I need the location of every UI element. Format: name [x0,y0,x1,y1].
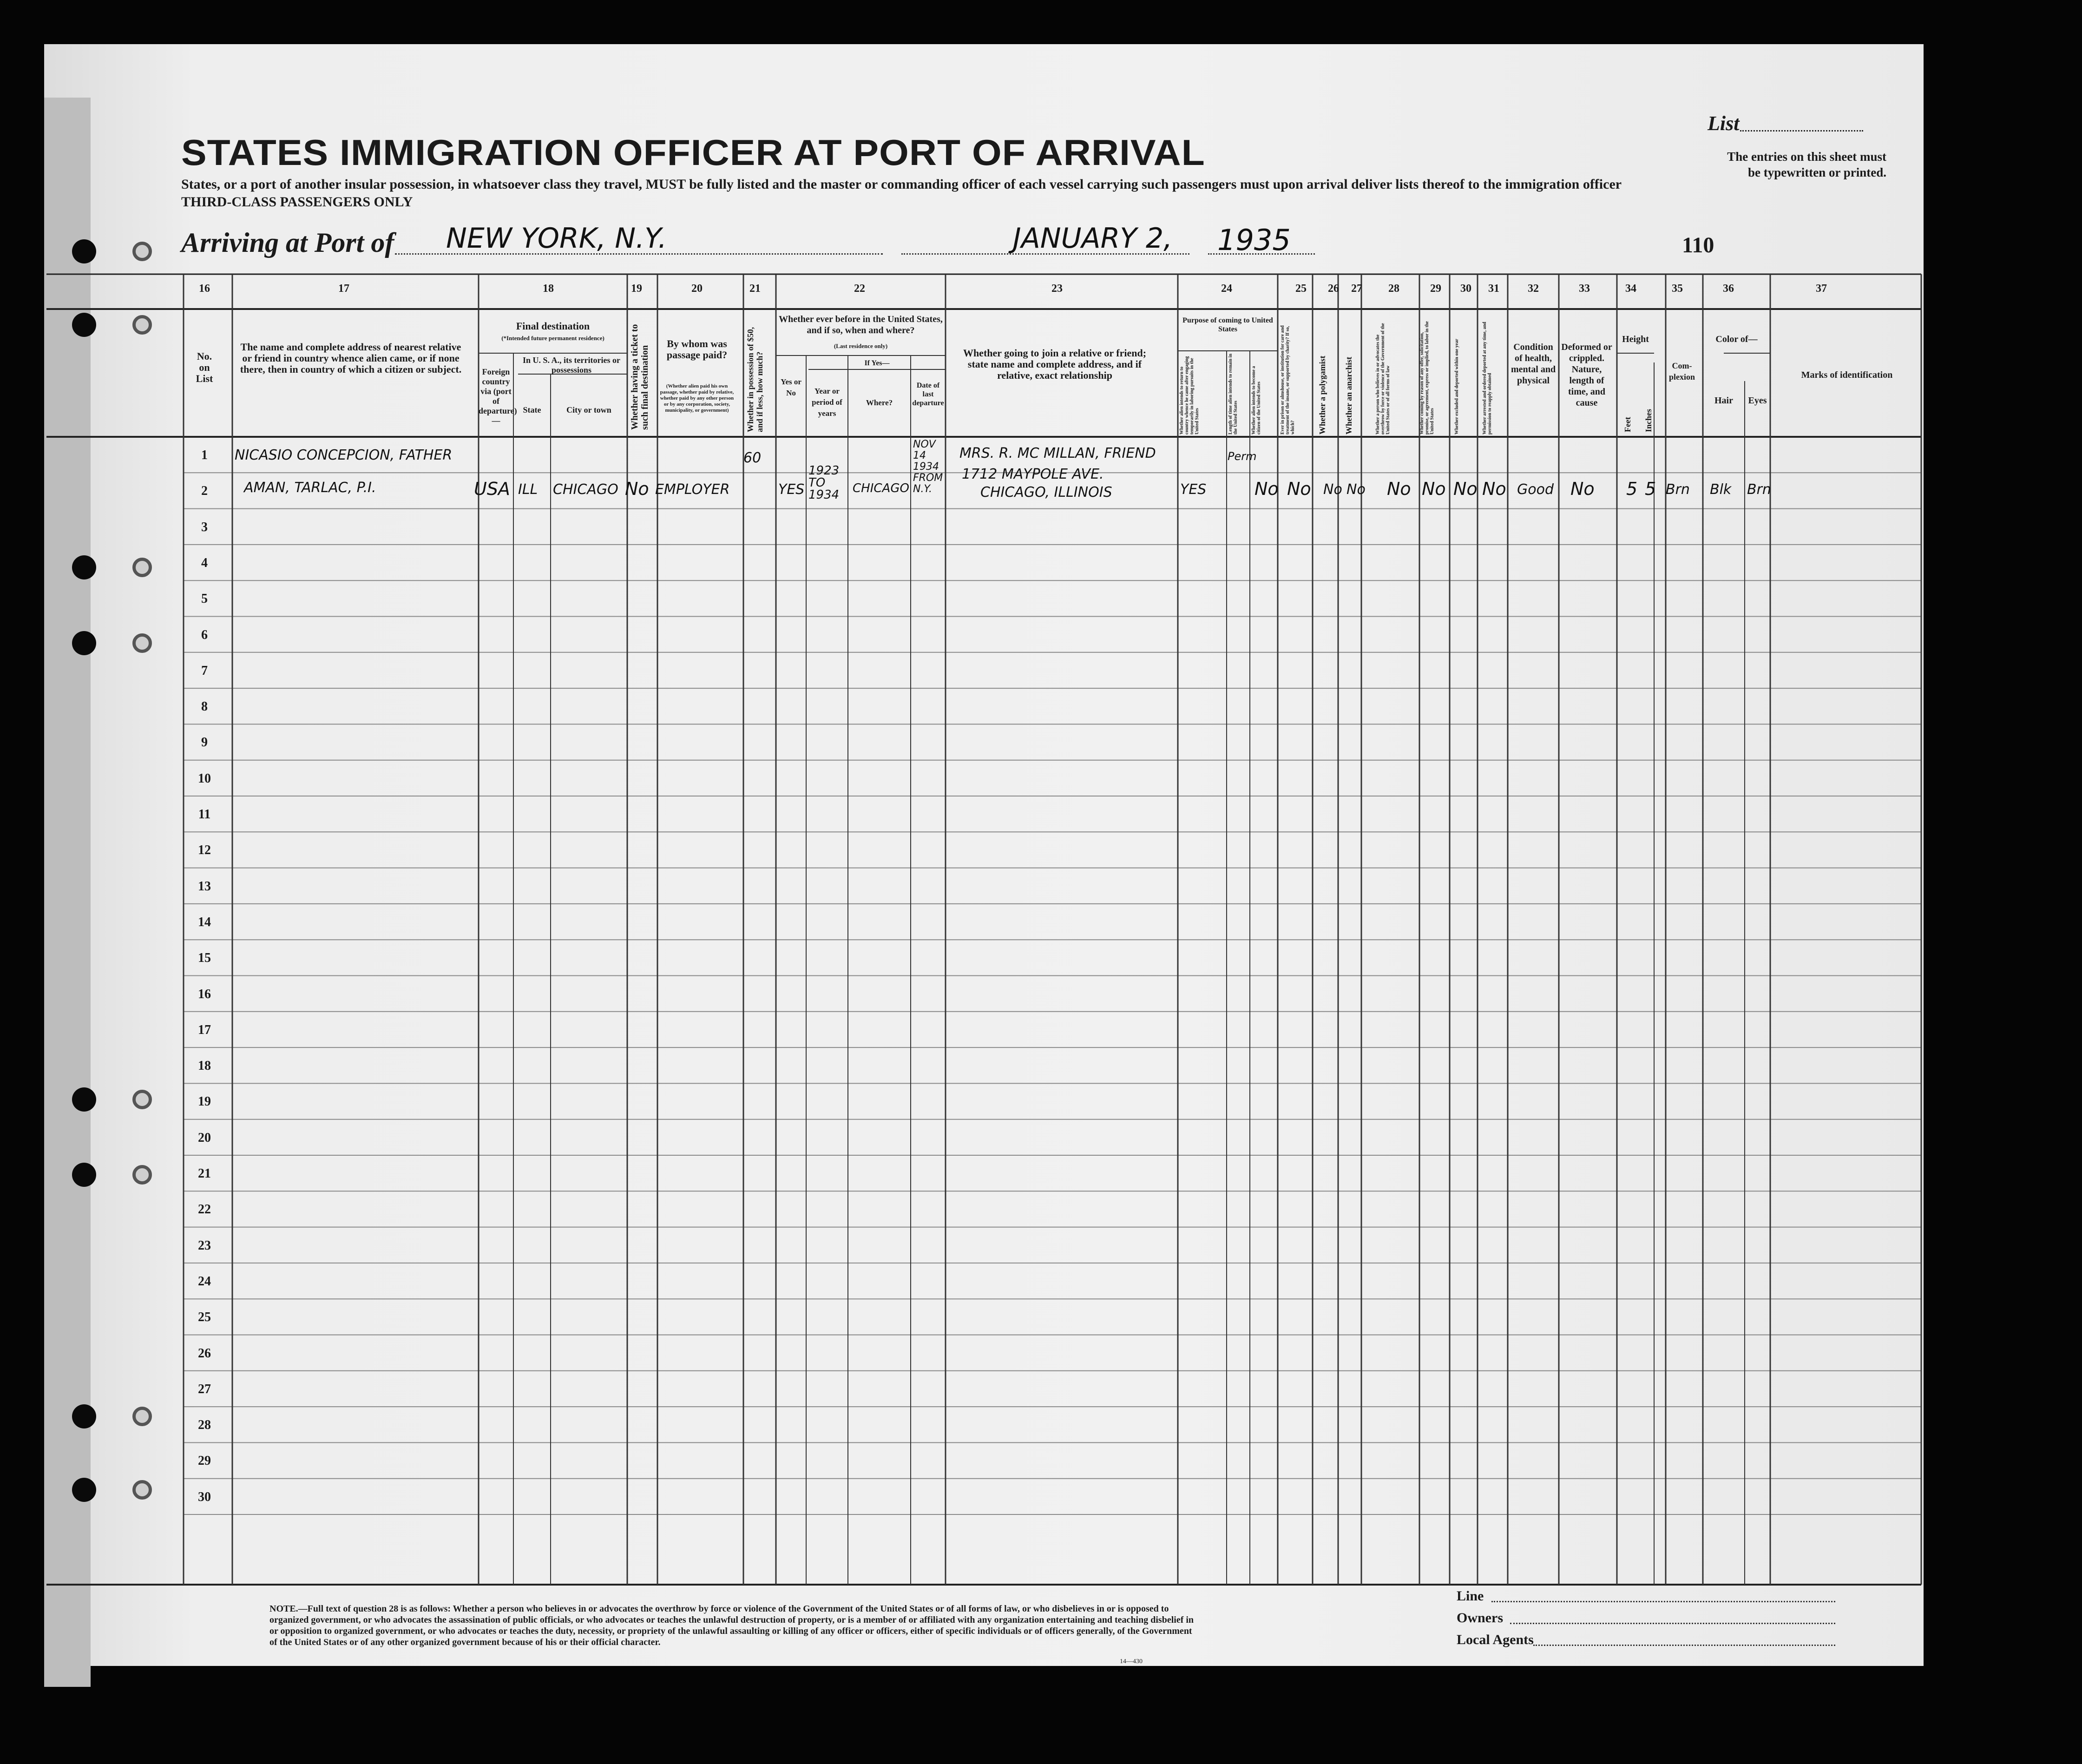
row-number: 19 [198,1094,211,1109]
header-feet: Feet [1623,417,1632,432]
header-final-destination: Final destination [516,320,590,332]
header-q28: Whether a person who believes in or advocates the overthrow by force or violence of the Government of the United States or of all forms of law [1375,323,1391,434]
header-no-on-list: No. on List [196,350,213,384]
instructions-text: States, or a port of another insular possession, in whatsoever class they travel, MUST be fully listed and the master or commanding officer of each vessel carrying such passengers must upon arrival deliver lists thereof to the immigration officer [181,177,1622,192]
row-number: 6 [201,627,208,642]
col-number: 17 [338,283,349,295]
header-if-yes: If Yes— [864,359,890,367]
departure-line: N.Y. [913,483,933,495]
departure-line: 14 [913,450,926,461]
header-inches: Inches [1644,408,1653,432]
departure-value [913,439,943,495]
relative-line2: AMAN, TARLAC, P.I. [244,480,376,496]
eyes-value: Brn [1747,481,1771,498]
joining-line3: CHICAGO, ILLINOIS [980,484,1112,500]
row-number: 29 [198,1454,211,1468]
hair-value: Blk [1710,481,1732,498]
header-marks: Marks of identification [1801,370,1893,380]
header-yes-no: Yes or No [781,377,801,397]
port-value: NEW YORK, N.Y. [446,222,667,255]
col-number: 34 [1625,283,1636,295]
header-complexion: Com-plexion [1668,361,1695,382]
row-number: 15 [198,951,211,966]
row-number: 18 [198,1059,211,1073]
header-foreign-country: Foreign country via (port of departure)— [479,367,517,425]
col-number: 16 [199,283,210,295]
row-number: 1 [201,448,208,462]
header-before-us-note: (Last residence only) [834,342,888,349]
relative-line1: NICASIO CONCEPCION, FATHER [235,447,453,463]
header-usa: In U. S. A., its territories or possessions [523,355,620,375]
col-number: 37 [1816,283,1827,295]
header-anarchist: Whether an anarchist [1344,356,1353,434]
header-polygamist: Whether a polygamist [1318,355,1327,434]
inches-value: 5 [1645,479,1656,499]
footnote: NOTE.—Full text of question 28 is as follows: Whether a person who believes in or advocates the overthrow by force or violence of the Government of the United States or of all forms of law, or who disbelieves in or is opposed to organized government, or who advocates the assassination of public officials, or who advocates or teaches the unlawful destruction of property, or is a member of or affiliated with any organization entertaining and teaching disbelief in or opposition to organized government, or who advocates or teaches the duty, necessity, or propriety of the unlawful assaulting or killing of any officer or officers, either of specific individuals or of officers generally, of the Government of the United States or of any other organized government because of his or their official character. [269,1604,1194,1647]
where-value: CHICAGO [853,481,909,495]
col-number: 25 [1295,283,1307,295]
header-condition: Condition of health, mental and physical [1511,342,1556,386]
header-city: City or town [566,405,611,415]
row-number: 20 [198,1130,211,1145]
before-yes-value: YES [778,481,805,498]
agents-label: Local Agents [1457,1632,1534,1647]
row-number: 14 [198,915,211,929]
col-number: 29 [1430,283,1441,295]
page-title: STATES IMMIGRATION OFFICER AT PORT OF ARRIVAL [181,132,1205,173]
header-final-destination-note: (*Intended future permanent residence) [501,335,604,342]
header-passage-note: (Whether alien paid his own passage, whether paid by relative, whether paid by any other person or by any corporation, society, municipality, or government) [660,383,734,413]
row-number: 26 [198,1346,211,1361]
header-joining: Whether going to join a relative or friend; state name and complete address, and if relative, exact relationship [963,347,1147,381]
purpose-b-value: Perm [1228,450,1257,463]
years-line: 1923 [808,464,840,478]
header-purpose-c: Whether alien intends to become a citizen of the United States [1251,366,1261,434]
owners-label: Owners [1457,1610,1503,1626]
header-ticket: Whether having a ticket to such final destination [630,324,650,430]
col-number: 20 [691,283,703,295]
header-passage: By whom was passage paid? [666,338,728,361]
city-value: CHICAGO [553,481,618,498]
sheet-number: 110 [1682,233,1714,257]
header-q31: Whether arrested and ordered deported at any time, and permission to reapply obtained [1482,322,1492,434]
row-number: 9 [201,735,208,750]
col-number: 36 [1723,283,1734,295]
header-date-departure: Date of last departure [912,382,944,407]
col-number: 24 [1221,283,1232,295]
departure-line: NOV [913,439,936,450]
prison-value: No [1287,479,1311,499]
date-value: JANUARY 2, [1013,222,1173,255]
anarchist-value: No [1346,481,1366,498]
col-number: 35 [1672,283,1683,295]
row-number: 3 [201,520,208,534]
complexion-value: Brn [1666,481,1690,498]
entries-note-line: The entries on this sheet must [1727,150,1886,164]
purpose-a-value: YES [1180,481,1207,498]
row-number: 8 [201,699,208,714]
feet-value: 5 [1626,479,1638,499]
entries-note-line: be typewritten or printed. [1748,165,1886,179]
col-number: 22 [854,283,865,295]
foreign-country-value: USA [474,479,510,499]
header-purpose: Purpose of coming to United States [1182,316,1273,333]
state-value: ILL [518,481,538,498]
row-number: 28 [198,1418,211,1433]
row-number: 22 [198,1202,211,1217]
header-prison: Ever in prison or almshouse, or institution for care and treatment of the insane, or supported by charity? If so, which? [1280,325,1295,434]
departure-line: 1934 [913,461,939,473]
row-number: 4 [201,555,208,570]
header-height: Height [1622,334,1649,344]
condition-value: Good [1517,481,1554,498]
q29-value: No [1422,479,1446,499]
row-number: 11 [198,807,211,822]
col-number: 23 [1051,283,1063,295]
header-relative: The name and complete address of nearest relative or friend in country whence alien came, or if none there, then in country of which a citizen or subject. [240,341,462,375]
q28-value: No [1387,479,1411,499]
row-number: 10 [198,771,211,786]
year-value: 1935 [1217,223,1291,257]
col-number: 28 [1388,283,1399,295]
header-purpose-b: Length of time alien intends to remain in the United States [1228,354,1238,434]
years-value [808,465,839,501]
money-value: 60 [743,450,762,466]
arriving-label: Arriving at Port of [181,227,394,258]
col-number: 31 [1488,283,1499,295]
class-note: THIRD-CLASS PASSENGERS ONLY [181,194,413,210]
header-state: State [523,405,541,415]
years-line: 1934 [808,488,840,502]
q30-value: No [1453,479,1478,499]
row-number: 12 [198,843,211,858]
form-code: 14—430 [1120,1658,1143,1665]
row-number: 16 [198,987,211,1001]
header-possession: Whether in possession of $50, and if less, how much? [746,327,764,432]
col-number: 21 [749,283,761,295]
row-number: 7 [201,663,208,678]
deformed-value: No [1570,479,1595,499]
col-number: 30 [1460,283,1471,295]
row-number: 13 [198,879,211,894]
agents-field [1533,1645,1835,1646]
row-number: 17 [198,1022,211,1037]
row-number: 30 [198,1489,211,1504]
owners-field [1510,1623,1835,1624]
col-number: 19 [631,283,642,295]
list-label: List [1708,112,1740,135]
passage-value: EMPLOYER [655,481,730,498]
row-number: 27 [198,1382,211,1396]
header-eyes: Eyes [1748,395,1767,406]
row-number: 24 [198,1274,211,1289]
header-color-of: Color of— [1715,334,1758,344]
row-number: 25 [198,1310,211,1325]
header-q29: Whether coming by reason of any offer, solicitation, promise, or agreement, express or implied, to labor in the United States [1419,321,1435,434]
col-number: 32 [1528,283,1539,295]
row-number: 2 [201,484,208,499]
header-deformed: Deformed or crippled. Nature, length of time, and cause [1561,342,1612,408]
line-field [1491,1601,1835,1602]
header-hair: Hair [1714,395,1733,406]
header-q30: Whether excluded and deported within one year [1454,339,1459,434]
header-before-us: Whether ever before in the United States, and if so, when and where? [779,314,943,336]
line-label: Line [1457,1588,1484,1604]
years-line: TO [808,476,826,490]
purpose-c-value: No [1254,479,1279,499]
col-number: 27 [1351,283,1362,295]
joining-line2: 1712 MAYPOLE AVE. [962,466,1104,482]
departure-line: FROM [913,472,943,484]
q31-value: No [1482,479,1506,499]
header-purpose-a: Whether alien intends to return to country whence he came after engaging temporarily in laboring pursuits in the United States [1179,356,1200,434]
row-number: 5 [201,592,208,606]
col-number: 26 [1328,283,1339,295]
joining-line1: MRS. R. MC MILLAN, FRIEND [959,445,1156,461]
row-number: 21 [198,1166,211,1181]
row-number: 23 [198,1238,211,1253]
header-year-period: Year or period of years [812,387,842,418]
ticket-value: No [625,479,649,499]
col-number: 33 [1579,283,1590,295]
polygamist-value: No [1323,481,1342,498]
header-where: Where? [866,398,893,407]
col-number: 18 [543,283,554,295]
